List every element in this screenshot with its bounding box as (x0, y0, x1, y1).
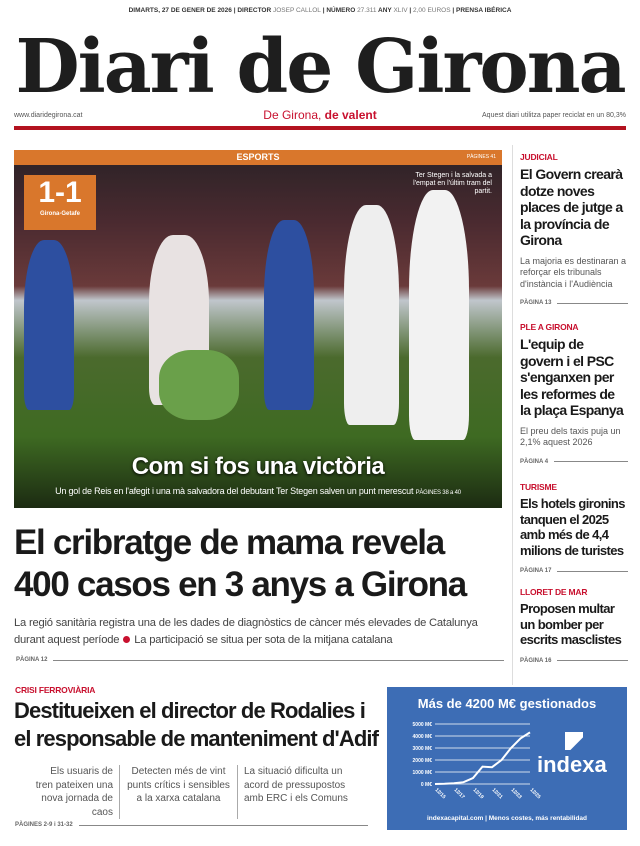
ad-brand: indexa (537, 752, 607, 777)
ad-title: Más de 4200 M€ gestionados (417, 696, 597, 711)
masthead: Diari de Girona (15, 24, 625, 110)
kicker: LLORET DE MAR (520, 587, 588, 597)
deck: La majoria es destinaran a reforçar els tribunals d'instància i l'Audiència (520, 255, 627, 289)
y-tick-label: 0 M€ (420, 782, 432, 788)
player-figure (344, 205, 399, 425)
sports-subhead: Un gol de Reis en l'afegit i una mà salvadora del debutant Ter Stegen salven un punt merescut PÀGINES 38 a 40 (55, 486, 461, 496)
slogan: De Girona, de valent (263, 108, 377, 122)
ad-footer: indexacapital.com | Menos costes, más rentabilidad (426, 815, 588, 822)
x-tick-label: 12/21 (490, 787, 504, 801)
lead-headline[interactable]: El cribratge de mama revela 400 casos en 3 anys a Girona (14, 523, 466, 604)
page-ref: PÀGINA 17 (520, 568, 628, 574)
indexa-logo-icon (565, 732, 583, 750)
x-tick-label: 12/19 (471, 787, 485, 801)
rail-crisis-headline[interactable]: Destitueixen el director de Rodalies i el responsable de manteniment d'Adif (14, 698, 379, 751)
y-tick-label: 1000 M€ (412, 770, 432, 776)
section-band: ESPORTS PÀGINES 41 (14, 150, 502, 165)
headline[interactable]: Proposen multar un bomber per escrits masclistes (520, 601, 622, 647)
player-figure (264, 220, 314, 410)
x-tick-label: 12/15 (433, 787, 447, 801)
kicker: TURISME (520, 482, 557, 492)
sports-headline[interactable]: Com si fos una victòria (131, 453, 385, 480)
headline[interactable]: El Govern crearà dotze noves places de jutge a la província de Girona (520, 166, 623, 248)
indexa-ad[interactable] (387, 687, 627, 830)
player-figure (24, 240, 74, 410)
ad-chart (395, 717, 542, 807)
kicker: CRISI FERROVIÀRIA (15, 685, 96, 695)
summary-point: Els usuaris de tren pateixen una nova jornada de caos (28, 765, 120, 819)
series-line (435, 732, 530, 784)
sports-photo[interactable] (14, 150, 502, 508)
page-ref: PÀGINA 12 (16, 657, 504, 663)
rail-story[interactable] (520, 322, 628, 465)
headline[interactable]: Els hotels gironins tanquen el 2025 amb més de 4,4 milions de turistes (520, 496, 625, 558)
summary-point: La situació dificulta un acord de pressupostos amb ERC i els Comuns (244, 766, 348, 804)
rail-story[interactable] (520, 482, 628, 574)
summary-point: Detecten més de vint punts crítics i sensibles a la xarxa catalana (120, 765, 238, 819)
bullet-icon (123, 636, 130, 643)
x-tick-label: 12/23 (509, 787, 523, 801)
website-link[interactable]: www.diaridegirona.cat (14, 112, 83, 119)
y-tick-label: 5000 M€ (412, 722, 432, 728)
score-box: 1-1 Girona-Getafe (24, 175, 96, 230)
masthead-rule (14, 126, 626, 130)
photo-caption: Ter Stegen i la salvada a l'empat en l'últim tram del partit. (413, 172, 492, 195)
column-divider (512, 145, 513, 685)
lead-deck: La regió sanitària registra una de les dades de diagnòstics de càncer més elevades de Catalunya durant aquest període La participació se situa per sota de la mitjana catalana (14, 617, 478, 646)
kicker: JUDICIAL (520, 152, 558, 162)
recycled-note: Aquest diari utilitza paper reciclat en un 80,3% (482, 112, 626, 119)
kicker: PLE A GIRONA (520, 322, 579, 332)
x-tick-label: 12/25 (528, 787, 542, 801)
y-tick-label: 3000 M€ (412, 746, 432, 752)
goalkeeper-figure (159, 350, 239, 420)
y-tick-label: 2000 M€ (412, 758, 432, 764)
edition-info: DIMARTS, 27 DE GENER DE 2026 | DIRECTOR JOSEP CALLOL | NÚMERO 27.311 ANY XLIV | 2,00 EUROS | PRENSA IBÉRICA (128, 7, 512, 14)
page-ref: PÀGINA 13 (520, 300, 628, 306)
page-ref: PÀGINA 4 (520, 459, 628, 465)
headline[interactable]: L'equip de govern i el PSC s'enganxen per les reformes de la plaça Espanya (520, 336, 624, 418)
page-ref: PÀGINES 2-9 i 31-32 (15, 822, 368, 828)
summary-points (28, 765, 368, 819)
y-tick-label: 4000 M€ (412, 734, 432, 740)
rail-story[interactable] (520, 152, 628, 306)
player-figure (409, 190, 469, 440)
rail-story[interactable] (520, 587, 628, 664)
x-tick-label: 12/17 (452, 787, 466, 801)
page-ref: PÀGINA 16 (520, 658, 628, 664)
deck: El preu dels taxis puja un 2,1% aquest 2026 (520, 425, 621, 447)
